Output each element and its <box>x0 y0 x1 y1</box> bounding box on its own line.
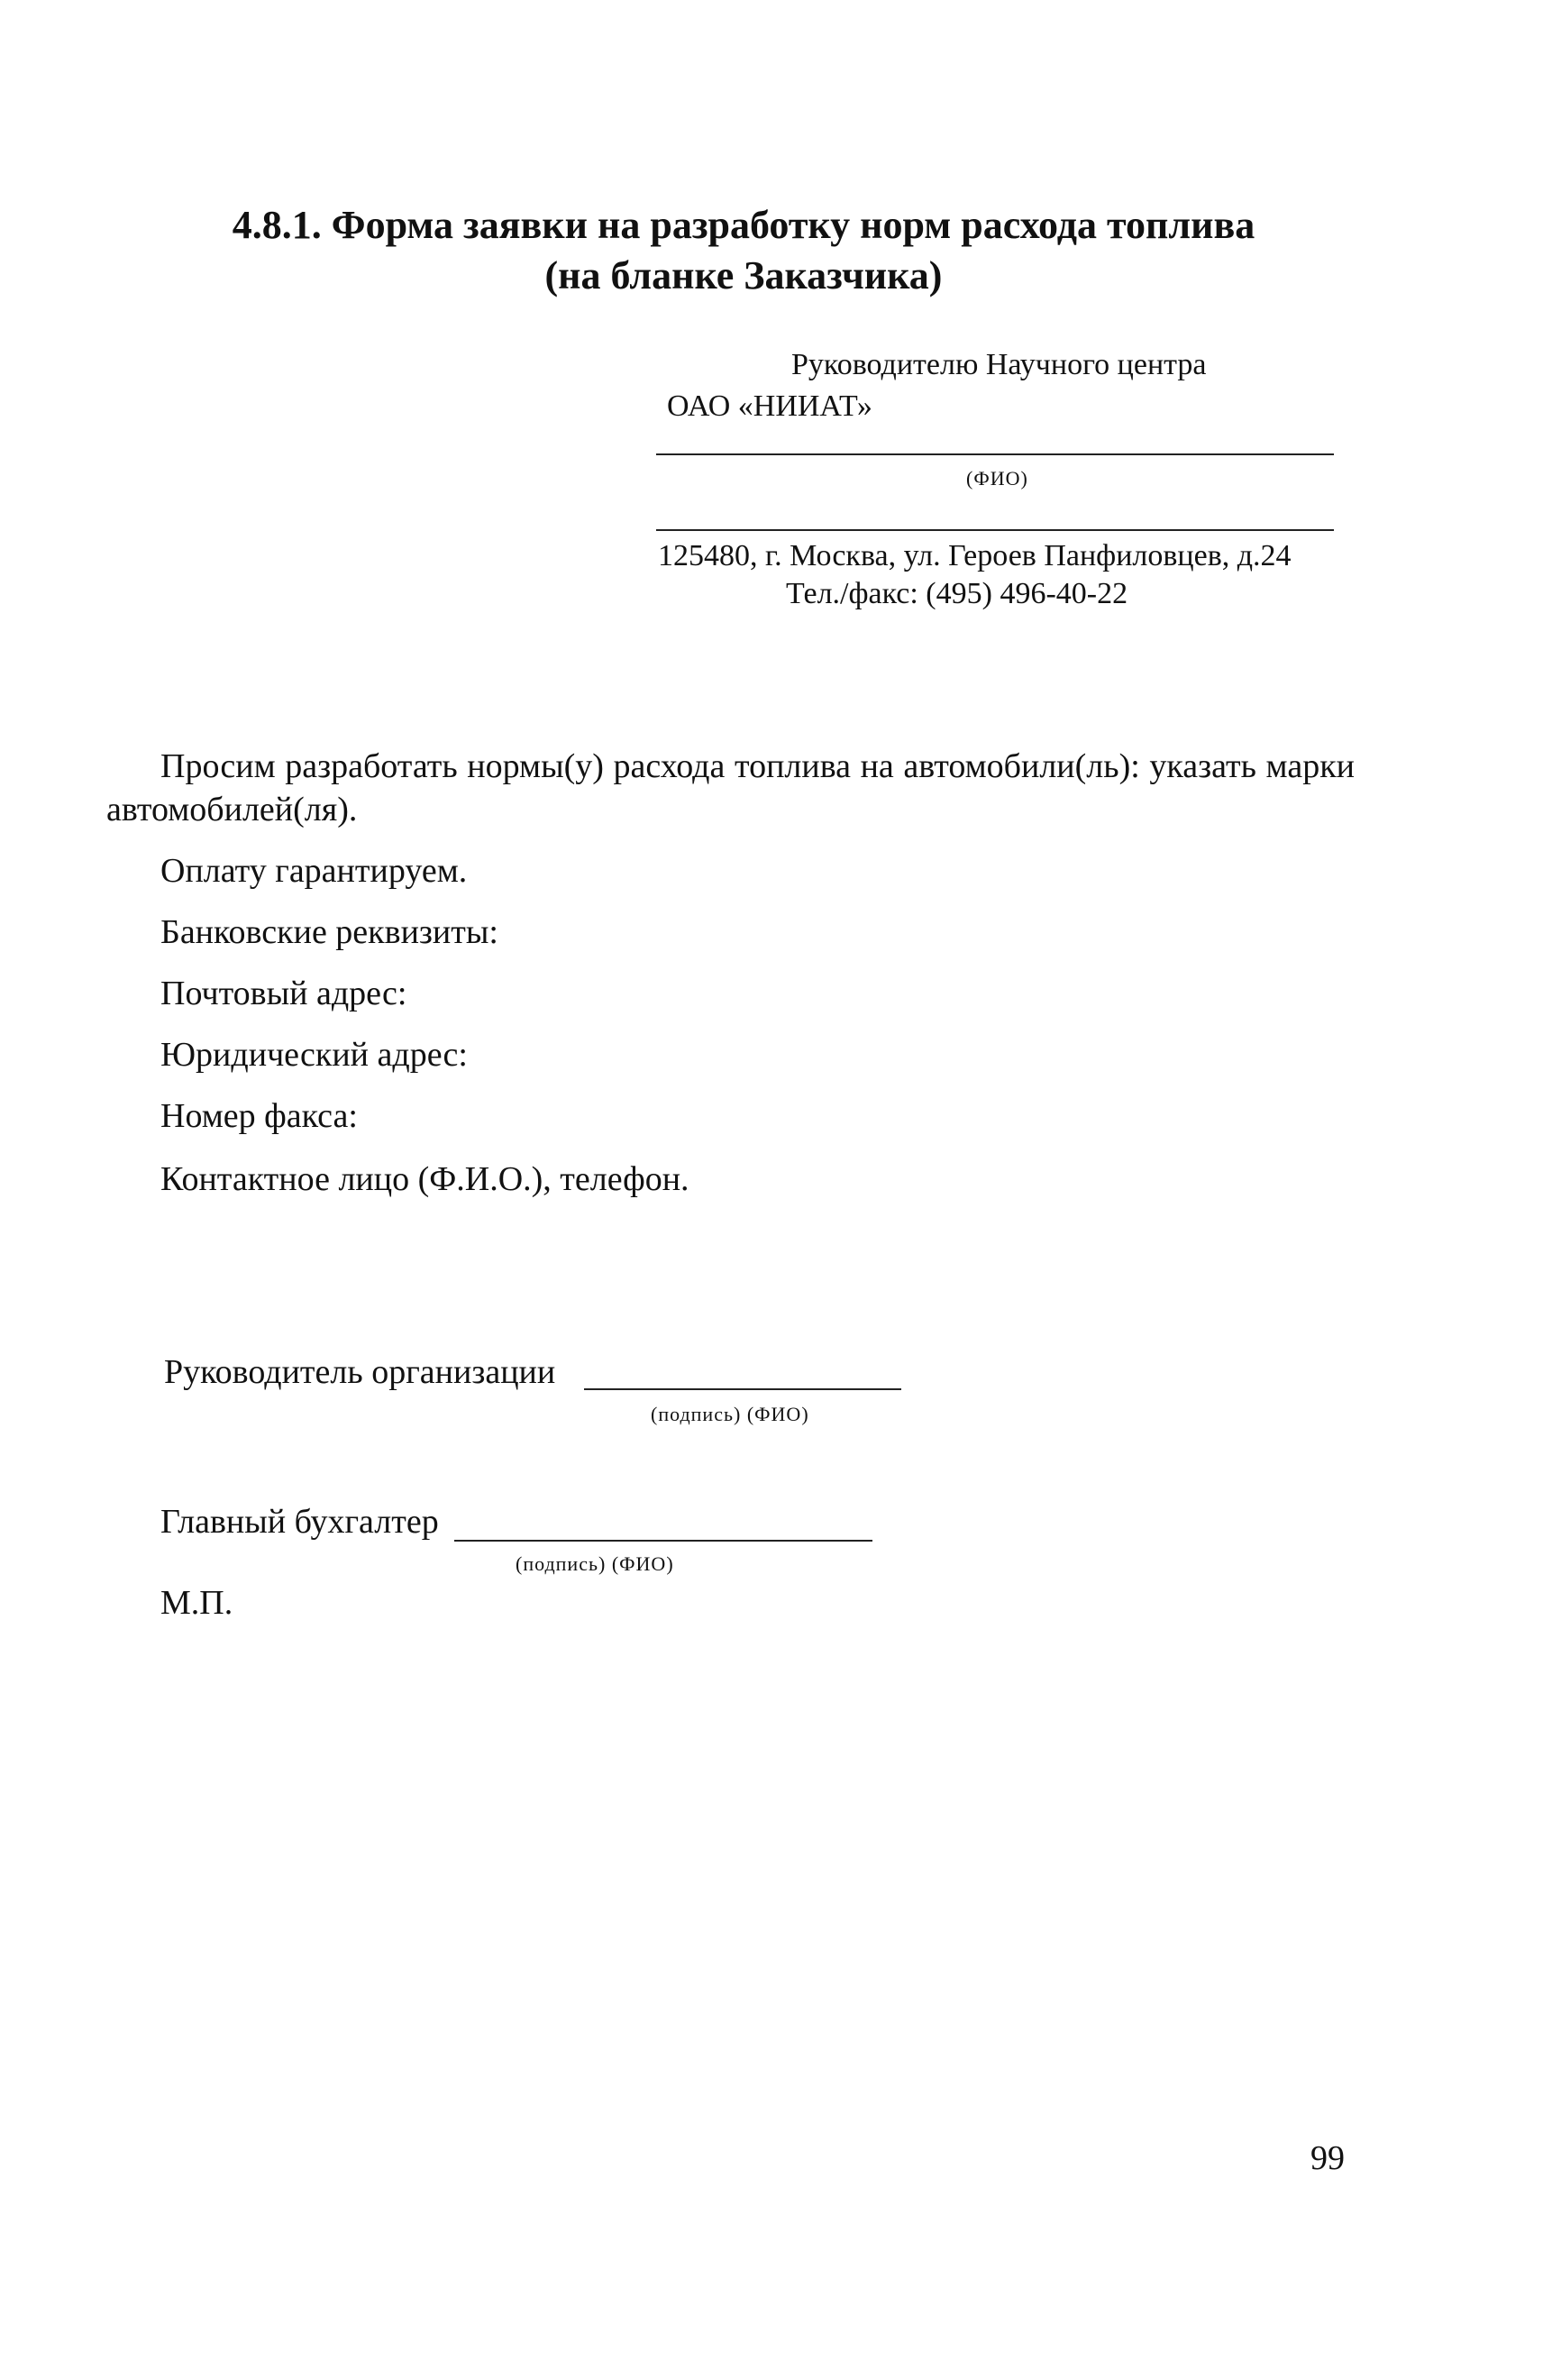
request-paragraph: Просим разработать нормы(у) расхода топлива на автомобили(ль): указать марки автомобилей(ля). <box>106 747 1355 828</box>
payment-guarantee-text: Оплату гарантируем. <box>160 852 468 890</box>
head-signature-label: Руководитель организации <box>164 1353 556 1391</box>
fio-caption: (ФИО) <box>966 467 1028 490</box>
address-separator-line <box>656 529 1334 531</box>
accountant-signature-line <box>454 1540 872 1542</box>
head-signature-caption: (подпись) (ФИО) <box>651 1403 809 1425</box>
addressee-line-2: ОАО «НИИАТ» <box>667 389 872 423</box>
postal-address-label: Почтовый адрес: <box>160 975 407 1012</box>
document-title-line-2: (на бланке Заказчика) <box>544 253 943 298</box>
head-signature-line <box>584 1388 901 1390</box>
page-number: 99 <box>1310 2139 1345 2177</box>
accountant-signature-label: Главный бухгалтер <box>160 1503 439 1541</box>
addressee-phone: Тел./факс: (495) 496-40-22 <box>786 577 1128 610</box>
addressee-line-1: Руководителю Научного центра <box>791 348 1207 381</box>
accountant-signature-caption: (подпись) (ФИО) <box>516 1552 674 1575</box>
fax-number-label: Номер факса: <box>160 1097 358 1135</box>
document-title-line-1: 4.8.1. Форма заявки на разработку норм расхода топлива <box>232 203 1255 247</box>
addressee-address: 125480, г. Москва, ул. Героев Панфиловцев, д.24 <box>658 539 1292 572</box>
fio-underline <box>656 453 1334 455</box>
legal-address-label: Юридический адрес: <box>160 1036 468 1074</box>
contact-person-label: Контактное лицо (Ф.И.О.), телефон. <box>160 1160 689 1198</box>
bank-details-label: Банковские реквизиты: <box>160 913 498 951</box>
stamp-place-label: М.П. <box>160 1584 233 1622</box>
